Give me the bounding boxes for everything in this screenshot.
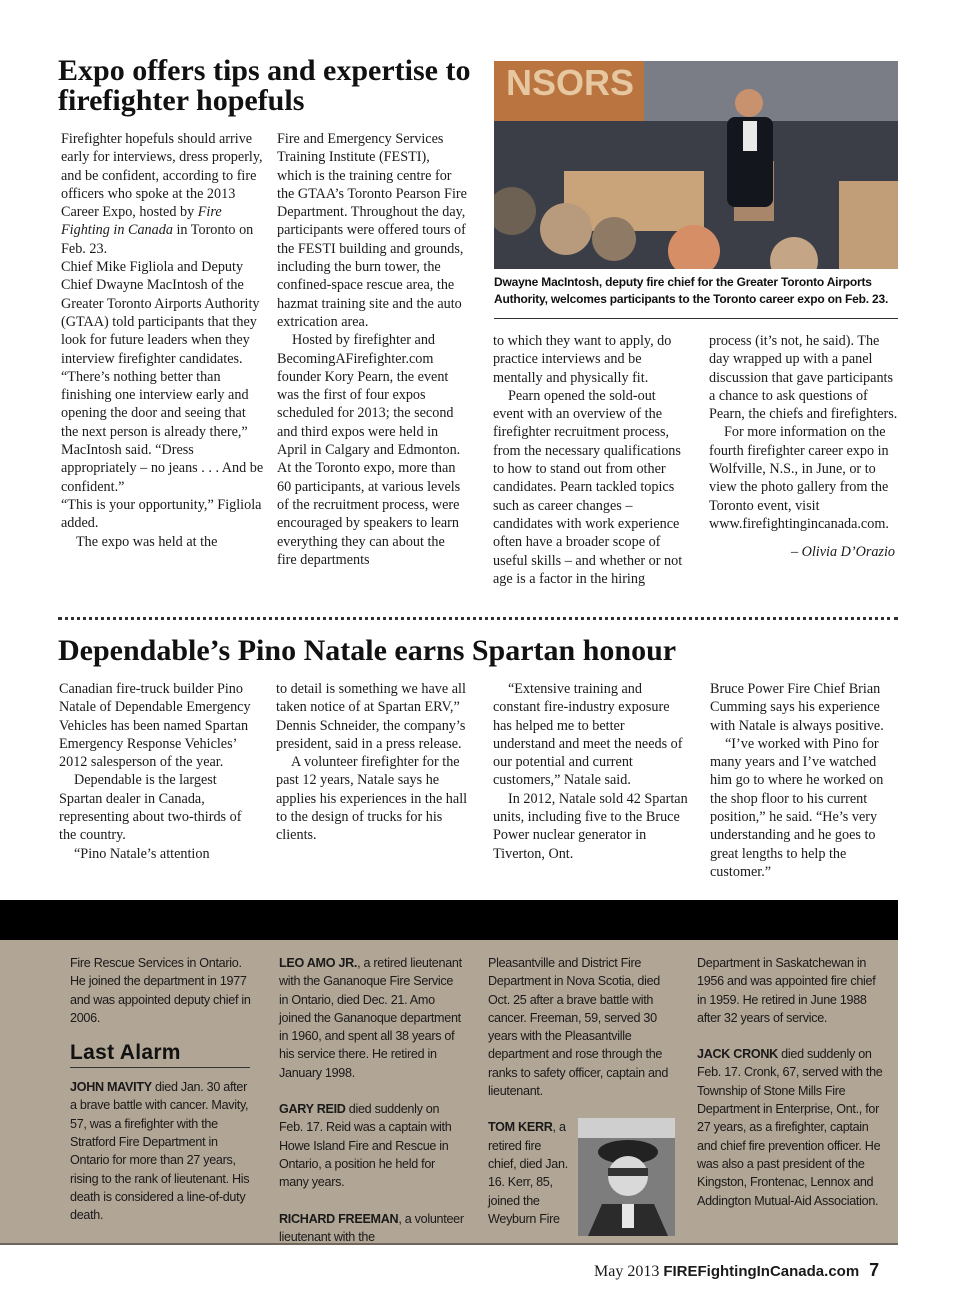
article-column <box>277 130 467 569</box>
deceased-name: TOM KERR <box>488 1120 553 1135</box>
obituary-entry: GARY REID died suddenly on Feb. 17. Reid was a captain with Howe Island Fire and Rescue in Ontario, a position he held for many years. <box>279 1102 452 1190</box>
article-column <box>710 680 900 881</box>
paragraph: “I’ve worked with Pino for many years and I’ve watched him go to where he worked on the shop floor to his current position,” he said. “He’s very understanding and he goes to great lengths to help the customer.” <box>710 735 884 880</box>
expo-photo <box>494 61 898 269</box>
magazine-title: Fire Fighting in Canada <box>61 204 222 239</box>
paragraph: Firefighter hopefuls should arrive early for interviews, dress properly, and be confident, according to fire officers who spoke at the 2013 Career Expo, hosted by <box>61 131 263 221</box>
last-alarm-title: Last Alarm <box>70 1041 181 1065</box>
paragraph: “There’s nothing better than finishing one interview early and opening the door and seeing that the next person is already there,” MacIntosh said. “Dress appropriately – no jeans . . . And be confident.” <box>61 368 264 495</box>
paragraph: “Extensive training and constant fire-industry exposure has helped me to better understand and meet the needs of our potential and current customers,” Natale said. <box>493 681 683 789</box>
obituary-entry: TOM KERR, a retired fire chief, died Jan. 16. Kerr, 85, joined the Weyburn Fire <box>488 1118 678 1228</box>
deceased-name: GARY REID <box>279 1102 346 1117</box>
paragraph: In 2012, Natale sold 42 Spartan units, including five to the Bruce Power nuclear generator in Tiverton, Ont. <box>493 790 688 862</box>
obituary-text: Fire Rescue Services in Ontario. He joined the department in 1977 and was appointed deputy chief in 2006. <box>70 956 251 1025</box>
obituary-text: Department in Saskatchewan in 1956 and was appointed fire chief in 1959. He retired in June 1988 after 32 years of service. <box>697 956 876 1025</box>
last-alarm-column <box>70 954 256 1225</box>
paragraph: “Pino Natale’s attention <box>74 845 210 862</box>
paragraph: to detail is something we have all taken notice of at Spartan ERV,” Dennis Schneider, the company’s president, said in a press release. <box>276 681 466 752</box>
issue-date: May 2013 <box>594 1263 660 1280</box>
deceased-name: JOHN MAVITY <box>70 1080 152 1095</box>
section-divider <box>58 617 898 620</box>
article-column <box>276 680 471 845</box>
article-column <box>709 332 899 562</box>
paragraph: Pearn opened the sold-out event with an overview of the firefighter recruitment process, from the necessary qualifications to how to stand out from other candidates. Pearn tackled topics such as career changes – candidates with work experience often have a broader scope of useful skills – and whether or not age is a factor in the hiring <box>493 387 683 587</box>
page-footer <box>594 1258 904 1284</box>
deceased-name: JACK CRONK <box>697 1047 778 1062</box>
last-alarm-column <box>697 954 883 1210</box>
paragraph: “This is your opportunity,” Figliola added. <box>61 496 262 532</box>
article-column <box>493 332 683 588</box>
paragraph: Bruce Power Fire Chief Brian Cumming says his experience with Natale is always positive. <box>710 681 884 734</box>
paragraph: Canadian fire-truck builder Pino Natale of Dependable Emergency Vehicles has been named Spartan Emergency Response Vehicles’ 2012 salesperson of the year. <box>59 681 251 771</box>
tom-kerr-photo <box>578 1118 675 1236</box>
paragraph: to which they want to apply, do practice interviews and be mentally and physically fit. <box>493 333 672 386</box>
obituary-entry: LEO AMO JR., a retired lieutenant with the Gananoque Fire Service in Ontario, died Dec. 21. Amo joined the Gananoque department in 1960, and spent all 38 years of his service there. He retired in January 1998. <box>279 956 462 1080</box>
expo-photo-illustration <box>494 61 898 269</box>
banner-text: NSORS <box>506 62 635 103</box>
article-headline: Expo offers tips and expertise to firefighter hopefuls <box>58 54 471 117</box>
photo-caption: Dwayne MacIntosh, deputy fire chief for the Greater Toronto Airports Authority, welcomes participants to the Toronto career expo on Feb. 23. <box>494 275 889 306</box>
paragraph: Chief Mike Figliola and Deputy Chief Dwayne MacIntosh of the Greater Toronto Airports Authority (GTAA) told participants that they look for future leaders when they interview firefighter candidates. <box>61 259 260 367</box>
obituary-entry: JACK CRONK died suddenly on Feb. 17. Cronk, 67, served with the Township of Stone Mills Fire Department in Enterprise, Ont., for 27 years, as a firefighter, captain and chief fire prevention officer. He was also a past president of the Kingston, Frontenac, Lennox and Addington Mutual-Aid Association. <box>697 1047 883 1208</box>
article-column <box>61 130 266 551</box>
caption-divider <box>494 318 898 319</box>
article-column <box>59 680 254 863</box>
paragraph: process (it’s not, he said). The day wrapped up with a panel discussion that gave participants a chance to ask questions of Pearn, the chiefs and firefighters. <box>709 333 898 423</box>
title-rule <box>70 1067 250 1068</box>
byline: – Olivia D’Orazio <box>790 544 895 561</box>
black-banner <box>0 900 898 940</box>
paragraph: Fire and Emergency Services Training Institute (FESTI), which is the training centre for the GTAA’s Toronto Pearson Fire Department. Throughout the day, participants were offered tours of the FESTI building and grounds, including the burn tower, the confined-space rescue area, the hazmat training site and the auto extrication area. <box>277 131 467 330</box>
paragraph: Hosted by firefighter and BecomingAFirefighter.com founder Kory Pearn, the event was the first of four expos scheduled for 2013; the second and third expos were held in April in Calgary and Edmonton. At the Toronto expo, more than 60 participants, at various levels of the recruitment process, were encouraged by speakers to learn everything they can about the fire departments <box>277 332 461 568</box>
paragraph: A volunteer firefighter for the past 12 years, Natale says he applies his experiences in the hall to the design of trucks for his clients. <box>276 754 468 844</box>
obituary-text: Pleasantville and District Fire Department in Nova Scotia, died Oct. 25 after a brave battle with cancer. Freeman, 59, served 30 years with the Pleasantville department and rose through the ranks to safety officer, captain and lieutenant. <box>488 956 669 1099</box>
paragraph: in Toronto on Feb. 23. <box>61 222 254 257</box>
page-number: 7 <box>869 1260 880 1280</box>
deceased-name: RICHARD FREEMAN <box>279 1211 399 1226</box>
last-alarm-column <box>488 954 678 1228</box>
portrait-illustration <box>578 1118 675 1236</box>
obituary-entry: RICHARD FREEMAN, a volunteer lieutenant with the <box>279 1211 464 1244</box>
paragraph: For more information on the fourth firefighter career expo in Wolfville, N.S., in June, or to view the photo gallery from the Toronto event, visit www.firefightingincanada.com. <box>709 424 889 532</box>
last-alarm-column <box>279 954 465 1246</box>
article-headline: Dependable’s Pino Natale earns Spartan honour <box>58 634 677 667</box>
paragraph: Dependable is the largest Spartan dealer in Canada, representing about two-thirds of the country. <box>59 772 242 844</box>
obituary-entry: JOHN MAVITY died Jan. 30 after a brave battle with cancer. Mavity, 57, was a firefighter with the Stratford Fire Department in Ontario for more than 27 years, rising to the rank of lieutenant. His death is considered a line-of-duty death. <box>70 1080 250 1223</box>
paragraph: The expo was held at the <box>76 533 218 550</box>
magazine-url[interactable]: FIREFightingInCanada.com <box>663 1263 860 1280</box>
deceased-name: LEO AMO JR. <box>279 956 358 970</box>
article-column <box>493 680 688 863</box>
